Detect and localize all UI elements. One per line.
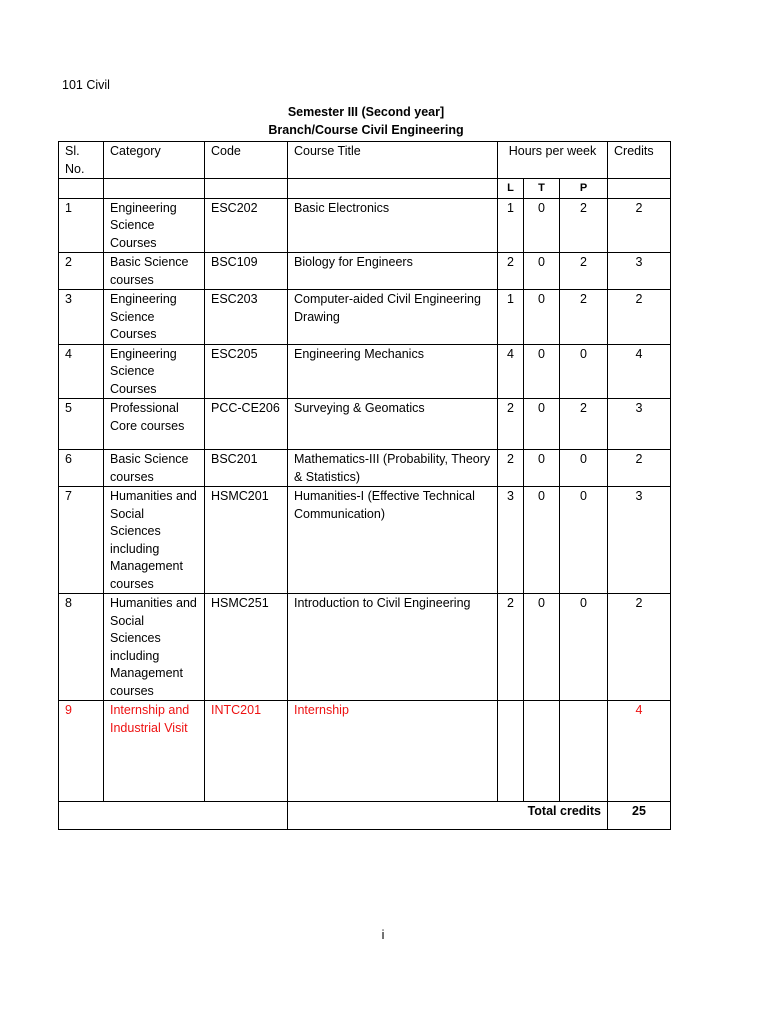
row-credits: 2 xyxy=(608,594,671,701)
row-p: 0 xyxy=(560,487,608,594)
page-number: i xyxy=(381,928,385,942)
header-category: Category xyxy=(104,142,205,179)
row-l: 2 xyxy=(498,399,524,450)
row-l: 1 xyxy=(498,198,524,253)
row-sl: 2 xyxy=(59,253,104,290)
table-header-row xyxy=(59,142,671,179)
row-title: Introduction to Civil Engineering xyxy=(288,594,498,701)
row-title: Mathematics-III (Probability, Theory & Statistics) xyxy=(288,450,498,487)
row-l: 2 xyxy=(498,253,524,290)
row-p: 2 xyxy=(560,399,608,450)
row-code: HSMC251 xyxy=(205,594,288,701)
table-row xyxy=(59,344,671,399)
table-row xyxy=(59,253,671,290)
category-line: Social xyxy=(110,613,145,628)
row-sl: 5 xyxy=(59,399,104,450)
document-code: 101 Civil xyxy=(62,78,110,92)
row-t xyxy=(524,701,560,802)
row-code: INTC201 xyxy=(205,701,288,802)
row-title: Basic Electronics xyxy=(288,198,498,253)
row-code: ESC202 xyxy=(205,198,288,253)
row-l: 3 xyxy=(498,487,524,594)
row-code: ESC203 xyxy=(205,290,288,345)
row-p: 0 xyxy=(560,594,608,701)
table-row xyxy=(59,198,671,253)
row-title: Computer-aided Civil Engineering Drawing xyxy=(288,290,498,345)
course-table xyxy=(58,141,671,830)
header-l: L xyxy=(498,179,524,199)
row-title: Surveying & Geomatics xyxy=(288,399,498,450)
row-sl: 3 xyxy=(59,290,104,345)
row-p xyxy=(560,701,608,802)
row-p: 0 xyxy=(560,344,608,399)
row-p: 2 xyxy=(560,198,608,253)
row-category: Basic Science courses xyxy=(104,450,205,487)
header-t: T xyxy=(524,179,560,199)
subheader-empty xyxy=(608,179,671,199)
subheader-empty xyxy=(59,179,104,199)
row-category xyxy=(104,487,205,594)
row-title: Engineering Mechanics xyxy=(288,344,498,399)
row-l xyxy=(498,701,524,802)
row-l: 2 xyxy=(498,450,524,487)
row-credits: 4 xyxy=(608,701,671,802)
row-code: HSMC201 xyxy=(205,487,288,594)
row-credits: 3 xyxy=(608,487,671,594)
header-p: P xyxy=(560,179,608,199)
total-credits-value: 25 xyxy=(608,802,671,830)
semester-title: Semester III (Second year] xyxy=(287,105,445,119)
subheader-empty xyxy=(205,179,288,199)
header-course-title: Course Title xyxy=(288,142,498,179)
row-credits: 2 xyxy=(608,198,671,253)
header-sl: Sl. No. xyxy=(59,142,104,179)
row-code: BSC201 xyxy=(205,450,288,487)
row-t: 0 xyxy=(524,253,560,290)
row-credits: 2 xyxy=(608,450,671,487)
row-t: 0 xyxy=(524,450,560,487)
row-category: Professional Core courses xyxy=(104,399,205,450)
row-sl: 8 xyxy=(59,594,104,701)
table-row xyxy=(59,290,671,345)
category-line: Humanities and xyxy=(110,596,197,610)
category-line: Sciences including Management courses xyxy=(110,631,183,698)
row-sl: 9 xyxy=(59,701,104,802)
total-empty-cell xyxy=(59,802,288,830)
row-category: Engineering Science Courses xyxy=(104,290,205,345)
category-line: Sciences including Management courses xyxy=(110,524,183,591)
header-credits: Credits xyxy=(608,142,671,179)
category-line: Humanities and xyxy=(110,489,197,503)
row-sl: 7 xyxy=(59,487,104,594)
header-hours: Hours per week xyxy=(498,142,608,179)
row-code: ESC205 xyxy=(205,344,288,399)
table-row xyxy=(59,701,671,802)
subheader-empty xyxy=(288,179,498,199)
row-t: 0 xyxy=(524,487,560,594)
row-l: 1 xyxy=(498,290,524,345)
row-t: 0 xyxy=(524,344,560,399)
row-credits: 3 xyxy=(608,399,671,450)
row-credits: 4 xyxy=(608,344,671,399)
row-t: 0 xyxy=(524,290,560,345)
row-credits: 3 xyxy=(608,253,671,290)
table-row xyxy=(59,594,671,701)
row-p: 2 xyxy=(560,253,608,290)
header-code: Code xyxy=(205,142,288,179)
row-code: BSC109 xyxy=(205,253,288,290)
total-row xyxy=(59,802,671,830)
row-p: 0 xyxy=(560,450,608,487)
subheader-empty xyxy=(104,179,205,199)
row-p: 2 xyxy=(560,290,608,345)
row-code: PCC-CE206 xyxy=(205,399,288,450)
row-category: Engineering Science Courses xyxy=(104,344,205,399)
row-category xyxy=(104,594,205,701)
table-row xyxy=(59,487,671,594)
branch-title: Branch/Course Civil Engineering xyxy=(268,123,464,137)
row-credits: 2 xyxy=(608,290,671,345)
total-credits-label: Total credits xyxy=(288,802,608,830)
row-t: 0 xyxy=(524,198,560,253)
row-sl: 6 xyxy=(59,450,104,487)
table-row xyxy=(59,399,671,450)
table-subheader-row xyxy=(59,179,671,199)
row-l: 2 xyxy=(498,594,524,701)
row-l: 4 xyxy=(498,344,524,399)
row-title: Humanities-I (Effective Technical Communication) xyxy=(288,487,498,594)
row-category: Basic Science courses xyxy=(104,253,205,290)
table-row xyxy=(59,450,671,487)
row-title: Internship xyxy=(288,701,498,802)
category-line: Social xyxy=(110,506,145,521)
row-category: Engineering Science Courses xyxy=(104,198,205,253)
row-title: Biology for Engineers xyxy=(288,253,498,290)
row-t: 0 xyxy=(524,594,560,701)
row-category: Internship and Industrial Visit xyxy=(104,701,205,802)
row-sl: 1 xyxy=(59,198,104,253)
row-t: 0 xyxy=(524,399,560,450)
row-sl: 4 xyxy=(59,344,104,399)
